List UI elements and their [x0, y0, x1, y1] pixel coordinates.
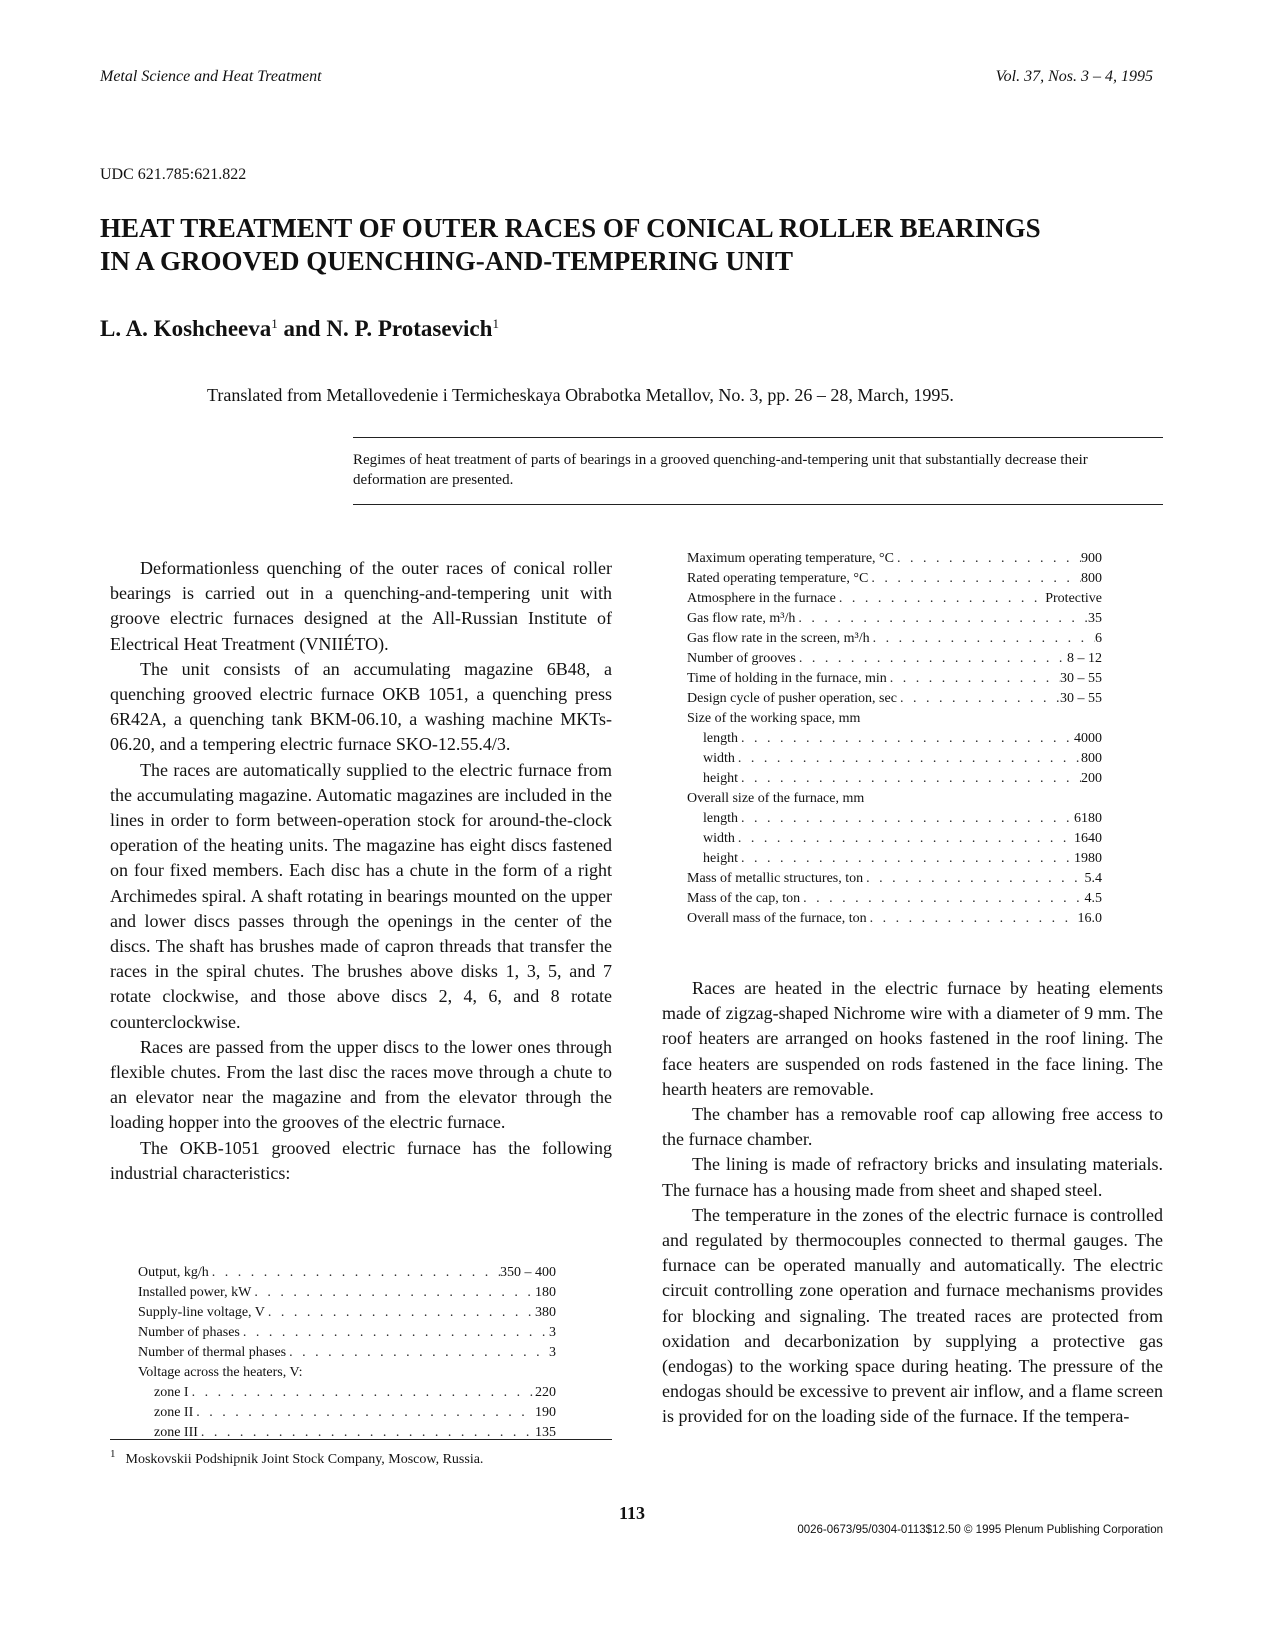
- paragraph: Deformationless quenching of the outer races of conical roller bearings is carried out in a quenching-and-tempering unit with groove electric furnaces designed at the All-Russian Institute of Electrical Heat Treatment (VNIIÉTO).: [110, 558, 612, 654]
- spec-value: 4000: [1074, 731, 1102, 746]
- paragraph: Races are heated in the electric furnace by heating elements made of zigzag-shaped Nichrome wire with a diameter of 9 mm. The roof heaters are arranged on hooks fastened in the roof lining. The face heaters are suspended on rods fastened in the face lining. The hearth heaters are removable.: [662, 978, 1163, 1099]
- spec-row-max-temperature: [687, 549, 1102, 569]
- footnote: [110, 1448, 630, 1468]
- spec-row-zone-1: [138, 1383, 556, 1403]
- translation-note: Translated from Metallovedenie i Termicheskaya Obrabotka Metallov, No. 3, pp. 26 – 28, March, 1995.: [207, 385, 954, 405]
- spec-heading-working-space: Size of the working space, mm: [687, 711, 861, 726]
- author-2: N. P. Protasevich: [326, 316, 493, 341]
- spec-label: width: [703, 831, 735, 846]
- spec-row-atmosphere: [687, 589, 1102, 609]
- spec-row-cap-mass: [687, 889, 1102, 909]
- spec-row-gas-flow-screen: [687, 629, 1102, 649]
- spec-row-working-width: [687, 749, 1102, 769]
- footnote-rule: [110, 1439, 612, 1440]
- spec-label: Supply-line voltage, V: [138, 1305, 265, 1320]
- abstract: Regimes of heat treatment of parts of bearings in a grooved quenching-and-tempering unit that substantially decrease their deformation are presented.: [353, 437, 1163, 505]
- spec-value: Protective: [1045, 591, 1102, 606]
- spec-label: Output, kg/h: [138, 1265, 209, 1280]
- spec-label: Atmosphere in the furnace: [687, 591, 836, 606]
- author-2-mark: 1: [492, 316, 499, 331]
- paragraph: The temperature in the zones of the electric furnace is controlled and regulated by thermocouples connected to thermal gauges. The furnace can be operated manually and automatically. The electric circuit controlling zone operation and furnace mechanisms provides for blocking and signaling. The treated races are protected from oxidation and decarbonization by supplying a protective gas (endogas) to the working space during heating. The pressure of the endogas should be excessive to prevent air inflow, and a flame screen is provided for on the loading side of the furnace. If the tempera-: [662, 1204, 1163, 1427]
- footnote-text: Moskovskii Podshipnik Joint Stock Company, Moscow, Russia.: [125, 1452, 484, 1467]
- spec-row-overall-mass: [687, 909, 1102, 929]
- spec-value: 220: [535, 1385, 556, 1400]
- spec-row-output: [138, 1263, 556, 1283]
- spec-row-thermal-phases: [138, 1343, 556, 1363]
- spec-label: Number of thermal phases: [138, 1345, 287, 1360]
- spec-value: 350 – 400: [500, 1265, 556, 1280]
- spec-label: zone II: [154, 1405, 194, 1420]
- spec-value: 16.0: [1077, 911, 1102, 926]
- spec-value: 800: [1081, 751, 1102, 766]
- spec-row-voltage: [138, 1303, 556, 1323]
- authors: [100, 316, 499, 342]
- spec-value: 800: [1081, 571, 1102, 586]
- spec-row-rated-temperature: [687, 569, 1102, 589]
- spec-label: length: [703, 811, 738, 826]
- author-1-mark: 1: [271, 316, 278, 331]
- spec-value: 380: [535, 1305, 556, 1320]
- spec-label: width: [703, 751, 735, 766]
- spec-value: 35: [1088, 611, 1102, 626]
- spec-label: height: [703, 771, 738, 786]
- journal-name: Metal Science and Heat Treatment: [100, 68, 322, 85]
- page-number: 113: [619, 1503, 646, 1523]
- furnace-spec-list-1: [138, 1263, 556, 1443]
- article-title: [100, 212, 1180, 278]
- spec-label: Number of grooves: [687, 651, 796, 666]
- spec-value: 3: [549, 1345, 556, 1360]
- spec-row-overall-width: [687, 829, 1102, 849]
- footnote-mark: 1: [110, 1448, 116, 1460]
- title-line-2: IN A GROOVED QUENCHING-AND-TEMPERING UNIT: [100, 246, 794, 276]
- spec-label: zone III: [154, 1425, 198, 1440]
- spec-label: Gas flow rate in the screen, m³/h: [687, 631, 870, 646]
- spec-value: 30 – 55: [1060, 691, 1102, 706]
- title-line-1: HEAT TREATMENT OF OUTER RACES OF CONICAL ROLLER BEARINGS: [100, 213, 1041, 243]
- spec-row-grooves: [687, 649, 1102, 669]
- spec-label: Installed power, kW: [138, 1285, 252, 1300]
- spec-value: 135: [535, 1425, 556, 1440]
- spec-value: 190: [535, 1405, 556, 1420]
- spec-value: 6: [1095, 631, 1102, 646]
- spec-value: 900: [1081, 551, 1102, 566]
- spec-row-zone-3: [138, 1423, 556, 1443]
- spec-label: length: [703, 731, 738, 746]
- furnace-spec-list-2: [687, 549, 1102, 929]
- spec-row-overall-height: [687, 849, 1102, 869]
- spec-label: zone I: [154, 1385, 189, 1400]
- spec-value: 5.4: [1084, 871, 1102, 886]
- left-column: [110, 556, 612, 1186]
- spec-row-working-length: [687, 729, 1102, 749]
- spec-value: 1640: [1074, 831, 1102, 846]
- spec-row-pusher-cycle: [687, 689, 1102, 709]
- spec-label: Mass of metallic structures, ton: [687, 871, 864, 886]
- paragraph: The chamber has a removable roof cap allowing free access to the furnace chamber.: [662, 1104, 1163, 1150]
- spec-value: 30 – 55: [1060, 671, 1102, 686]
- spec-row-phases: [138, 1323, 556, 1343]
- spec-label: Mass of the cap, ton: [687, 891, 801, 906]
- author-1: L. A. Koshcheeva: [100, 316, 272, 341]
- spec-label: Design cycle of pusher operation, sec: [687, 691, 897, 706]
- spec-value: 180: [535, 1285, 556, 1300]
- udc-code: UDC 621.785:621.822: [100, 166, 247, 183]
- copyright-line: 0026-0673/95/0304-0113$12.50 © 1995 Plenum Publishing Corporation: [797, 1524, 1163, 1536]
- spec-row-power: [138, 1283, 556, 1303]
- spec-heading-overall-size: Overall size of the furnace, mm: [687, 791, 865, 806]
- spec-label: height: [703, 851, 738, 866]
- paragraph: Races are passed from the upper discs to the lower ones through flexible chutes. From the last disc the races move through a chute to an elevator near the magazine and from the elevator through the loading hopper into the grooves of the electric furnace.: [110, 1036, 612, 1133]
- spec-value: 3: [549, 1325, 556, 1340]
- spec-value: 200: [1081, 771, 1102, 786]
- spec-label: Rated operating temperature, °C: [687, 571, 869, 586]
- spec-value: 4.5: [1084, 891, 1102, 906]
- paragraph: The OKB-1051 grooved electric furnace has the following industrial characteristics:: [110, 1137, 612, 1183]
- paragraph: The races are automatically supplied to the electric furnace from the accumulating magazine. Automatic magazines are included in the lines in order to form between-operation stock for around-the-clock operation of the heating units. The magazine has eight discs fastened on four fixed members. Each disc has a chute in the form of a right Archimedes spiral. A shaft rotating in bearings mounted on the upper and lower discs passes through the openings in the center of the discs. The shaft has brushes made of capron threads that transfer the races in the spiral chutes. The brushes above disks 1, 3, 5, and 7 rotate clockwise, and those above discs 2, 4, 6, and 8 rotate counterclockwise.: [110, 759, 612, 1032]
- spec-value: 8 – 12: [1067, 651, 1102, 666]
- spec-row-zone-2: [138, 1403, 556, 1423]
- spec-row-holding-time: [687, 669, 1102, 689]
- spec-label: Time of holding in the furnace, min: [687, 671, 887, 686]
- spec-row-overall-length: [687, 809, 1102, 829]
- spec-row-gas-flow: [687, 609, 1102, 629]
- spec-row-metallic-mass: [687, 869, 1102, 889]
- spec-value: 1980: [1074, 851, 1102, 866]
- authors-and: and: [283, 316, 321, 341]
- spec-heading-heaters: Voltage across the heaters, V:: [138, 1365, 303, 1380]
- right-column: [662, 976, 1163, 1430]
- paragraph: The lining is made of refractory bricks and insulating materials. The furnace has a housing made from sheet and shaped steel.: [662, 1154, 1163, 1200]
- spec-label: Overall mass of the furnace, ton: [687, 911, 867, 926]
- spec-value: 6180: [1074, 811, 1102, 826]
- spec-row-working-height: [687, 769, 1102, 789]
- spec-label: Gas flow rate, m³/h: [687, 611, 796, 626]
- paragraph: The unit consists of an accumulating magazine 6B48, a quenching grooved electric furnace OKB 1051, a quenching press 6R42A, a quenching tank BKM-06.10, a washing machine MKTs-06.20, and a tempering electric furnace SKO-12.55.4/3.: [110, 658, 612, 755]
- volume-info: Vol. 37, Nos. 3 – 4, 1995: [995, 68, 1153, 85]
- spec-label: Number of phases: [138, 1325, 240, 1340]
- spec-label: Maximum operating temperature, °C: [687, 551, 894, 566]
